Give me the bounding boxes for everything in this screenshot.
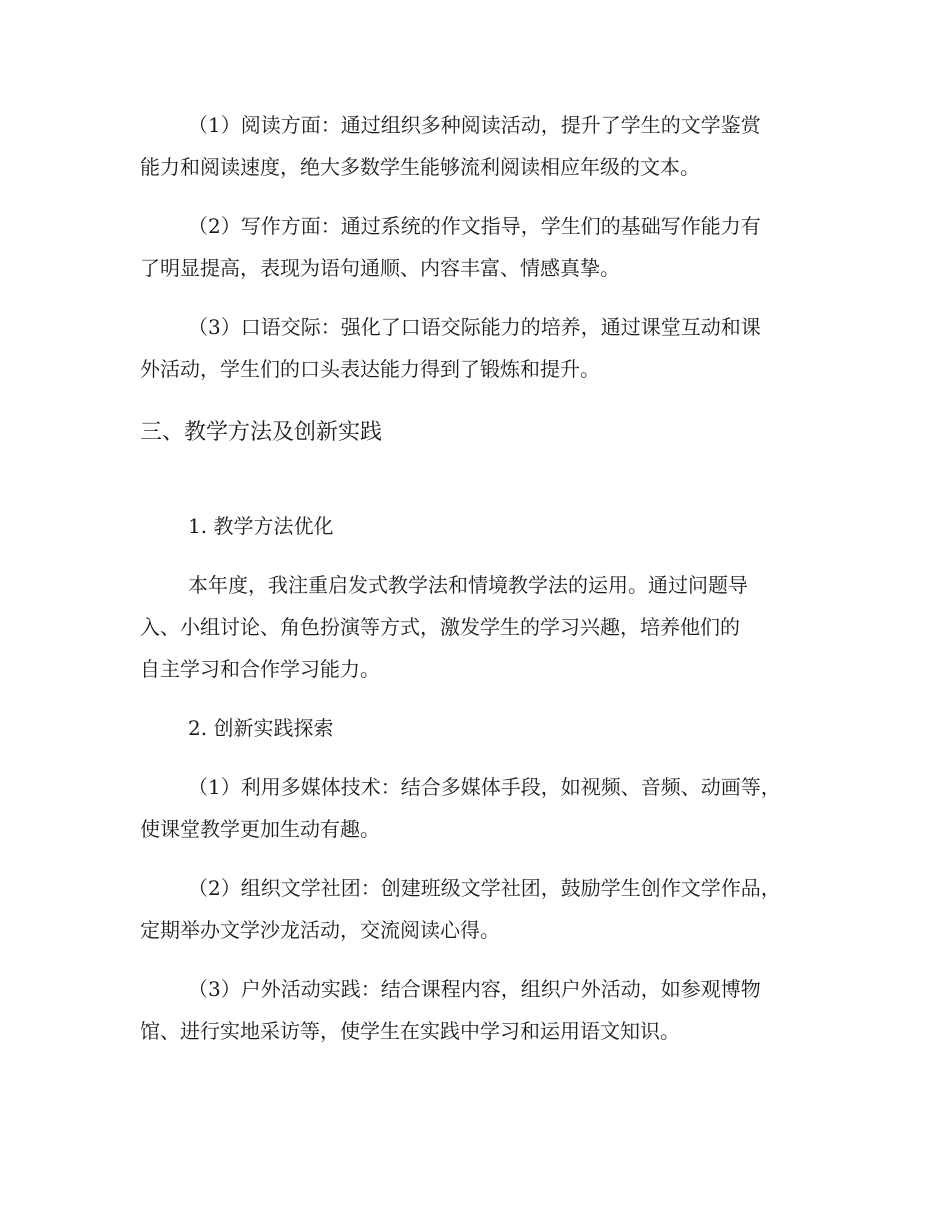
para-methods-line-2: 入、小组讨论、角色扮演等方式，激发学生的学习兴趣，培养他们的: [140, 615, 740, 639]
para-methods-line-3: 自主学习和合作学习能力。: [140, 657, 380, 681]
subheading-2: 2. 创新实践探索: [188, 716, 334, 740]
para-2-line-2: 了明显提高，表现为语句通顺、内容丰富、情感真挚。: [140, 256, 620, 280]
item-3-line-1: （3）户外活动实践：结合课程内容，组织户外活动，如参观博物: [188, 977, 761, 1001]
subheading-1: 1. 教学方法优化: [188, 514, 334, 538]
para-1-line-1: （1）阅读方面：通过组织多种阅读活动，提升了学生的文学鉴赏: [188, 113, 761, 137]
para-3-line-1: （3）口语交际：强化了口语交际能力的培养，通过课堂互动和课: [188, 315, 761, 339]
item-3-line-2: 馆、进行实地采访等，使学生在实践中学习和运用语文知识。: [140, 1019, 680, 1043]
item-1-line-2: 使课堂教学更加生动有趣。: [140, 817, 380, 841]
item-2-line-1: （2）组织文学社团：创建班级文学社团，鼓励学生创作文学作品，: [188, 876, 781, 900]
para-1-line-2: 能力和阅读速度，绝大多数学生能够流利阅读相应年级的文本。: [140, 155, 700, 179]
item-1-line-1: （1）利用多媒体技术：结合多媒体手段，如视频、音频、动画等，: [188, 775, 781, 799]
para-2-line-1: （2）写作方面：通过系统的作文指导，学生们的基础写作能力有: [188, 214, 761, 238]
para-3-line-2: 外活动，学生们的口头表达能力得到了锻炼和提升。: [140, 357, 600, 381]
para-methods-line-1: 本年度，我注重启发式教学法和情境教学法的运用。通过问题导: [188, 573, 748, 597]
section-heading: 三、教学方法及创新实践: [140, 420, 383, 445]
item-2-line-2: 定期举办文学沙龙活动，交流阅读心得。: [140, 918, 500, 942]
